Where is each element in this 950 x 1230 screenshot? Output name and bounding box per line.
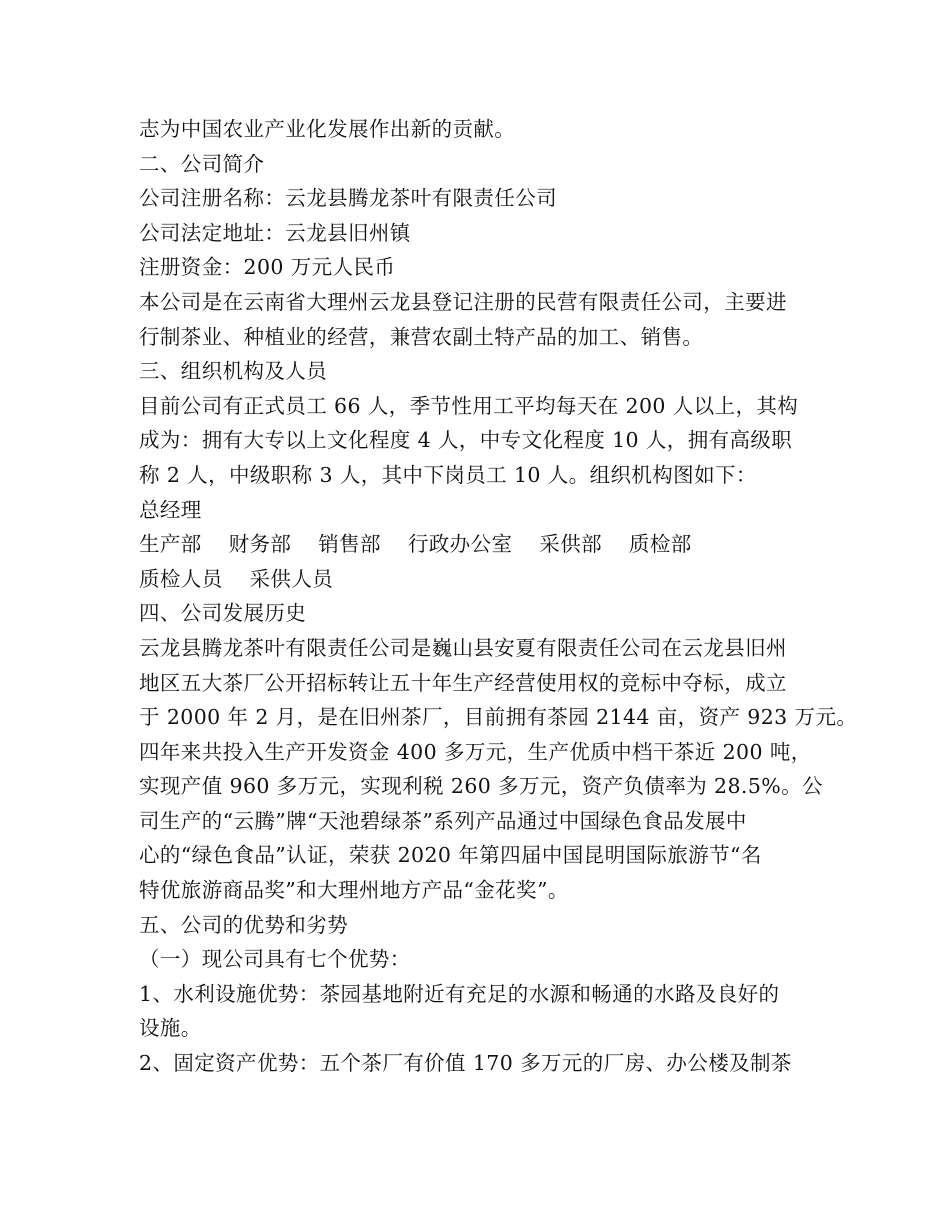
paragraph-line: 云龙县腾龙茶叶有限责任公司是巍山县安夏有限责任公司在云龙县旧州	[139, 635, 787, 660]
org-staff: 采供人员	[249, 566, 334, 591]
paragraph-line: 于 2000 年 2 月，是在旧州茶厂，目前拥有茶园 2144 亩，资产 923 万元。	[139, 705, 858, 730]
list-item: 1、水利设施优势：茶园基地附近有充足的水源和畅通的水路及良好的	[139, 981, 780, 1006]
paragraph-line: 公司注册名称：云龙县腾龙茶叶有限责任公司	[139, 186, 557, 211]
org-chart-top: 总经理	[139, 497, 202, 522]
section-heading: 二、公司简介	[139, 151, 265, 176]
paragraph-line: 志为中国农业产业化发展作出新的贡献。	[139, 117, 516, 141]
paragraph-line: 称 2 人，中级职称 3 人，其中下岗员工 10 人。组织机构图如下：	[139, 462, 757, 487]
paragraph-line: 心的“绿色食品”认证，荣获 2020 年第四届中国昆明国际旅游节“名	[139, 843, 762, 868]
org-department: 财务部	[228, 532, 292, 557]
paragraph-line: 司生产的“云腾”牌“天池碧绿茶”系列产品通过中国绿色食品发展中	[139, 808, 747, 833]
org-chart-staff	[139, 562, 819, 597]
paragraph-line: 四年来共投入生产开发资金 400 多万元，生产优质中档干茶近 200 吨，	[139, 739, 812, 764]
paragraph-line: 行制茶业、种植业的经营，兼营农副土特产品的加工、销售。	[139, 324, 704, 349]
paragraph-line: 地区五大茶厂公开招标转让五十年生产经营使用权的竞标中夺标，成立	[139, 670, 787, 695]
paragraph-line: 本公司是在云南省大理州云龙县登记注册的民营有限责任公司，主要进	[139, 289, 787, 314]
paragraph-line: 公司法定地址：云龙县旧州镇	[139, 220, 411, 245]
section-heading: 五、公司的优势和劣势	[139, 912, 348, 937]
org-chart-departments	[139, 527, 819, 562]
paragraph-line: 成为：拥有大专以上文化程度 4 人，中专文化程度 10 人，拥有高级职	[139, 428, 793, 453]
org-department: 销售部	[318, 532, 381, 557]
list-item: 2、固定资产优势：五个茶厂有价值 170 多万元的厂房、办公楼及制茶	[139, 1051, 792, 1076]
org-department: 生产部	[139, 532, 202, 557]
org-staff: 质检人员	[139, 566, 223, 591]
list-item-continuation: 设施。	[139, 1016, 202, 1041]
document-body	[139, 112, 858, 1081]
paragraph-line: 注册资金：200 万元人民币	[139, 255, 396, 280]
paragraph-line: 实现产值 960 多万元，实现利税 260 多万元，资产负债率为 28.5%。公	[139, 774, 823, 799]
org-department: 采供部	[539, 532, 602, 557]
section-heading: 三、组织机构及人员	[139, 359, 328, 384]
paragraph-line: 目前公司有正式员工 66 人，季节性用工平均每天在 200 人以上，其构	[139, 393, 799, 418]
paragraph-line: 特优旅游商品奖”和大理州地方产品“金花奖”。	[139, 878, 569, 903]
section-heading: 四、公司发展历史	[139, 601, 307, 626]
org-department: 行政办公室	[407, 532, 513, 557]
subsection-heading: （一）现公司具有七个优势：	[139, 947, 411, 972]
org-department: 质检部	[628, 532, 692, 557]
